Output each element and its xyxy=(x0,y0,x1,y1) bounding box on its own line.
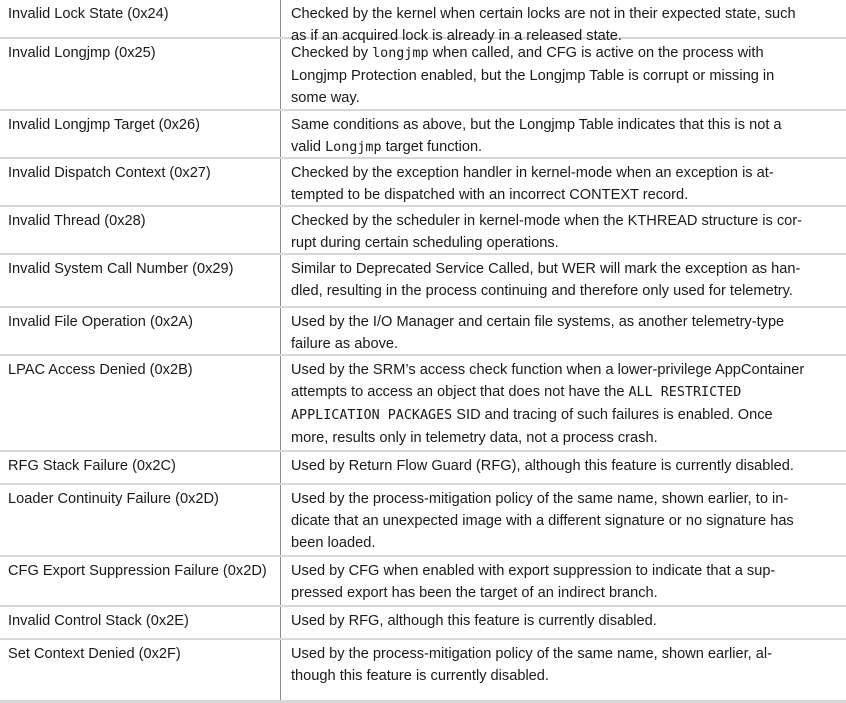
table-row xyxy=(0,640,846,703)
description-line: Used by CFG when enabled with export suppression to indicate that a sup- xyxy=(291,563,776,579)
failure-description xyxy=(281,308,846,354)
description-line xyxy=(291,404,840,427)
failure-description xyxy=(281,207,846,253)
description-line: tempted to be dispatched with an incorrect CONTEXT record. xyxy=(291,187,689,203)
description-line: Used by the SRM’s access check function when a lower-privilege AppContainer xyxy=(291,362,805,378)
failure-name: Invalid Lock State (0x24) xyxy=(0,0,281,37)
description-text: when called, and CFG is active on the process with xyxy=(428,45,764,61)
description-line xyxy=(291,136,840,159)
failure-name: LPAC Access Denied (0x2B) xyxy=(0,356,281,450)
failure-name: Set Context Denied (0x2F) xyxy=(0,640,281,700)
failure-name: Invalid System Call Number (0x29) xyxy=(0,255,281,306)
table-row xyxy=(0,557,846,607)
failure-description xyxy=(281,356,846,450)
description-line: Used by the process-mitigation policy of the same name, shown earlier, al- xyxy=(291,646,773,662)
description-line: been loaded. xyxy=(291,535,376,551)
description-line: though this feature is currently disabled. xyxy=(291,668,549,684)
failure-description xyxy=(281,0,846,44)
failure-name: Invalid Dispatch Context (0x27) xyxy=(0,159,281,205)
failure-description xyxy=(281,607,846,638)
failure-description xyxy=(281,640,846,700)
description-line: failure as above. xyxy=(291,336,399,352)
description-line: Used by the process-mitigation policy of the same name, shown earlier, to in- xyxy=(291,491,789,507)
description-text: valid xyxy=(291,139,326,155)
description-line: rupt during certain scheduling operations. xyxy=(291,235,559,251)
description-line: Checked by the scheduler in kernel-mode when the KTHREAD structure is cor- xyxy=(291,213,803,229)
failure-description xyxy=(281,39,846,109)
table-row xyxy=(0,607,846,640)
failure-name: Invalid Control Stack (0x2E) xyxy=(0,607,281,638)
table-row xyxy=(0,356,846,452)
table-row xyxy=(0,207,846,255)
description-line xyxy=(291,42,840,65)
description-text: target function. xyxy=(381,139,483,155)
table-row xyxy=(0,39,846,111)
failure-name: Invalid Longjmp Target (0x26) xyxy=(0,111,281,157)
description-line: Checked by the exception handler in kernel-mode when an exception is at- xyxy=(291,165,774,181)
description-text: attempts to access an object that does not have the xyxy=(291,384,629,400)
description-line: Checked by the kernel when certain locks are not in their expected state, such xyxy=(291,6,796,22)
description-line: pressed export has been the target of an indirect branch. xyxy=(291,585,658,601)
description-line: Used by the I/O Manager and certain file systems, as another telemetry-type xyxy=(291,314,785,330)
description-line: Longjmp Protection enabled, but the Longjmp Table is corrupt or missing in xyxy=(291,68,775,84)
failure-name: Invalid Longjmp (0x25) xyxy=(0,39,281,109)
code-text: APPLICATION PACKAGES xyxy=(291,408,453,423)
failure-name: CFG Export Suppression Failure (0x2D) xyxy=(0,557,281,605)
code-text: Longjmp xyxy=(325,140,382,155)
description-line: Used by Return Flow Guard (RFG), although this feature is currently disabled. xyxy=(291,458,794,474)
table-row xyxy=(0,452,846,485)
description-line: more, results only in telemetry data, not a process crash. xyxy=(291,430,658,446)
description-line xyxy=(291,381,840,404)
description-line: some way. xyxy=(291,90,360,106)
table-row xyxy=(0,159,846,207)
description-text: SID and tracing of such failures is enabled. Once xyxy=(452,407,773,423)
description-line: dicate that an unexpected image with a different signature or no signature has xyxy=(291,513,794,529)
table-row xyxy=(0,308,846,356)
description-line: Similar to Deprecated Service Called, but WER will mark the exception as han- xyxy=(291,261,801,277)
description-line: as if an acquired lock is already in a released state. xyxy=(291,28,622,44)
failure-name: Loader Continuity Failure (0x2D) xyxy=(0,485,281,555)
description-line: dled, resulting in the process continuing and therefore only used for telemetry. xyxy=(291,283,793,299)
table-row xyxy=(0,255,846,308)
code-text: ALL RESTRICTED xyxy=(628,385,742,400)
table-row xyxy=(0,485,846,557)
description-line: Used by RFG, although this feature is currently disabled. xyxy=(291,613,657,629)
table-row xyxy=(0,111,846,159)
failure-name: RFG Stack Failure (0x2C) xyxy=(0,452,281,483)
failure-description xyxy=(281,255,846,306)
failure-description xyxy=(281,557,846,605)
description-text: Checked by xyxy=(291,45,373,61)
failure-name: Invalid Thread (0x28) xyxy=(0,207,281,253)
failure-name: Invalid File Operation (0x2A) xyxy=(0,308,281,354)
failure-description xyxy=(281,159,846,205)
table-row xyxy=(0,0,846,44)
failure-description xyxy=(281,111,846,157)
failure-description xyxy=(281,452,846,483)
description-line: Same conditions as above, but the Longjmp Table indicates that this is not a xyxy=(291,117,782,133)
code-text: longjmp xyxy=(372,46,429,61)
failure-description xyxy=(281,485,846,555)
